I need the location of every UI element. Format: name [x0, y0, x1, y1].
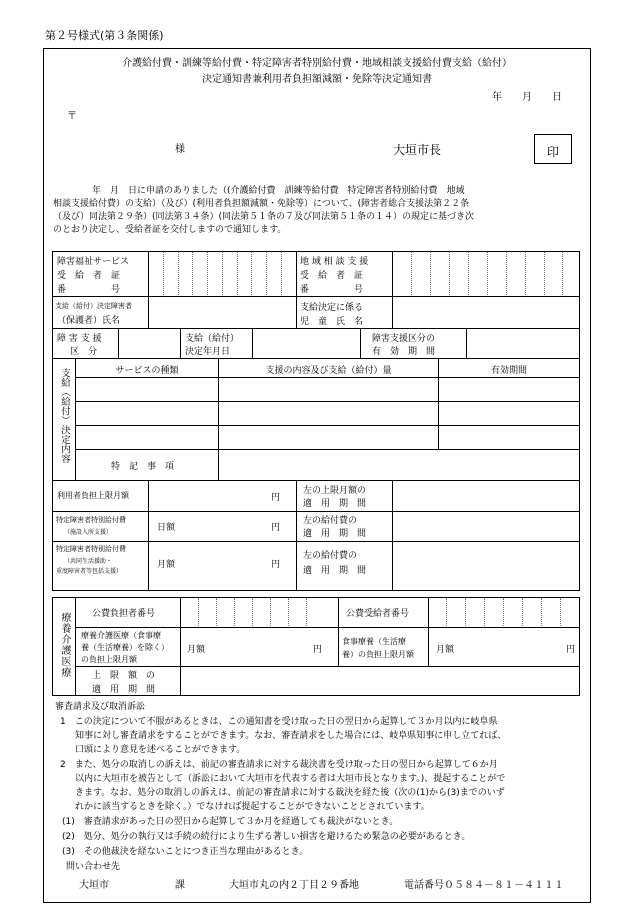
limit-period-1: 左の上限月額の	[303, 486, 367, 496]
intro-line-3: （及び）同法第２９条）(同法第３４条）(同法第５１条の７及び同法第５１条の１４）の規定に基づき次	[53, 212, 475, 222]
upper-period-1: 上 限 額 の	[92, 671, 156, 681]
benefit-period-1b: 左の給付費の	[303, 551, 358, 561]
postal-mark: 〒	[67, 111, 77, 122]
appeal-p2-line1: 2 また、処分の取消しの訴えは、前記の審査請求に対する裁決書を受け取った日の翌日から起算して６か月	[60, 760, 498, 770]
title-line-1: 介護給付費・訓練等給付費・特定障害者特別給付費・地域相談支援給付費支給（給付）	[122, 58, 512, 69]
appeal-p1-line2: 知事に対し審査請求をすることができます。なお、審査請求をした場合には、岐阜県知事に申し立てれば、	[75, 731, 507, 741]
remarks-label: 特 記 事 項	[111, 462, 175, 472]
special2-label-3: 重度障害者等包括支援）	[56, 568, 123, 575]
special2-yen: 円	[271, 560, 281, 570]
col-period: 有効期間	[490, 366, 527, 376]
support-cat-2: 区 分	[70, 347, 98, 357]
cert-label-2: 受 給 者 証	[57, 271, 121, 281]
upper-period-2: 適 用 期 間	[92, 685, 156, 695]
appeal-heading: 審査請求及び取消訴訟	[55, 702, 146, 712]
title-line-2: 決定通知書兼利用者負担額減額・免除等決定通知書	[202, 74, 432, 85]
care-month-amount: 月額	[187, 645, 206, 655]
cert-label-3: 番 号	[57, 285, 121, 295]
recipient-number-label: 公費受給者番号	[346, 609, 410, 619]
guardian-label-2: （保護者）氏名	[57, 316, 121, 326]
care-medical-vertical: 療養介護医療	[59, 612, 70, 678]
limit-yen: 円	[271, 493, 281, 503]
benefit-period-1a: 左の給付費の	[303, 516, 358, 526]
appeal-p1-line1: 1 この決定について不服があるときは、この通知書を受け取った日の翌日から起算して３か月以内に岐阜県	[60, 717, 498, 727]
child-label-1: 支給決定に係る	[300, 303, 364, 313]
col-content: 支援の内容及び支給（給付）量	[265, 366, 392, 376]
cat-validity-2: 有 効 期 間	[372, 347, 436, 357]
meal-limit-2: 養）の負担上限月額	[342, 650, 414, 659]
form-number: 第２号様式(第３条関係)	[45, 29, 164, 42]
consult-label-2: 受 給 者 証	[300, 271, 364, 281]
contact-phone: 電話番号０５８４－８１－４１１１	[404, 880, 564, 891]
decision-date-1: 支給（給付）	[185, 334, 240, 344]
guardian-label-1: 支給（給付）決定障害者	[55, 302, 132, 310]
intro-line-2: 相談支援給付費）の支給）（及び）(利用者負担額減額・免除等）について、(障害者総合支援法第２２条	[53, 199, 470, 209]
meal-month-amount: 月額	[436, 645, 455, 655]
meal-yen: 円	[566, 645, 576, 655]
benefit-period-2a: 適 用 期 間	[303, 529, 367, 539]
decision-content-vertical: 支給（給付）決定内容	[59, 368, 70, 463]
contact-address: 大垣市丸の内２丁目２９番地	[229, 880, 359, 891]
appeal-p2-line2: 以内に大垣市を被告として（訴訟において大垣市を代表する者は大垣市長となります。)、提起することがで	[75, 774, 506, 784]
intro-line-1: 年 月 日に申請のありました（(介護給付費 訓練等給付費 特定障害者特別給付費 地域	[92, 186, 465, 196]
payer-number-label: 公費負担者番号	[92, 609, 156, 619]
support-cat-1: 障 害 支 援	[57, 334, 102, 344]
limit-period-2: 適 用 期 間	[303, 499, 367, 509]
special1-yen: 円	[271, 523, 281, 533]
appeal-p2-line3: きます。なお、処分の取消しの訴えは、前記の審査請求に対する裁決を経た後（次の(1)から(3)までのいず	[75, 788, 505, 798]
appeal-p1-line3: 口頭により意見を述べることができます。	[75, 745, 246, 755]
issue-date: 年 月 日	[492, 92, 562, 103]
appeal-item-3: (3) その他裁決を経ないことにつき正当な理由があるとき。	[62, 847, 309, 857]
care-limit-3: の負担上限月額	[81, 655, 137, 664]
appeal-p2-line4: れかに該当するときを除く。）でなければ提起することができないこととされています。	[75, 802, 430, 812]
consult-label-1: 地 域 相 談 支 援	[300, 257, 369, 267]
care-limit-1: 療養介護医療（食事療	[81, 631, 161, 640]
special1-label-2: （施設入所支援）	[64, 529, 113, 536]
intro-line-4: のとおり決定し、受給者証を交付しますので通知します。	[53, 225, 287, 235]
contact-city: 大垣市	[79, 880, 109, 891]
issuer-name: 大垣市長	[393, 143, 442, 157]
special1-label-1: 特定障害者特別給付費	[56, 516, 126, 524]
seal-box	[534, 134, 572, 164]
special2-label-1: 特定障害者特別給付費	[56, 545, 126, 553]
benefit-period-2b: 適 用 期 間	[303, 566, 367, 576]
child-label-2: 児 童 氏 名	[300, 317, 364, 327]
care-yen: 円	[313, 645, 323, 655]
consult-label-3: 番 号	[300, 285, 364, 295]
addressee-suffix: 様	[175, 144, 185, 155]
contact-section: 課	[175, 880, 185, 891]
col-service: サービスの種類	[115, 366, 179, 376]
care-limit-2: 養（生活療養）を除く）	[81, 643, 169, 652]
special2-month-amount: 月額	[157, 560, 176, 570]
special1-day-amount: 日額	[157, 523, 176, 533]
decision-date-2: 決定年月日	[185, 347, 231, 357]
appeal-item-2: (2) 処分、処分の執行又は手続の続行により生ずる著しい損害を避けるため緊急の必要があるとき。	[62, 832, 471, 842]
limit-label: 利用者負担上限月額	[57, 491, 129, 500]
seal-label: 印	[546, 145, 559, 159]
cert-label-1: 障害福祉サービス	[57, 257, 130, 267]
special2-label-2: （共同生活援助・	[64, 558, 113, 565]
appeal-item-1: (1) 審査請求があった日の翌日から起算して３か月を経過しても裁決がないとき。	[62, 817, 399, 827]
contact-label: 問い合わせ先	[66, 862, 121, 872]
cat-validity-1: 障害支援区分の	[372, 334, 436, 344]
meal-limit-1: 食事療養（生活療	[342, 637, 406, 646]
